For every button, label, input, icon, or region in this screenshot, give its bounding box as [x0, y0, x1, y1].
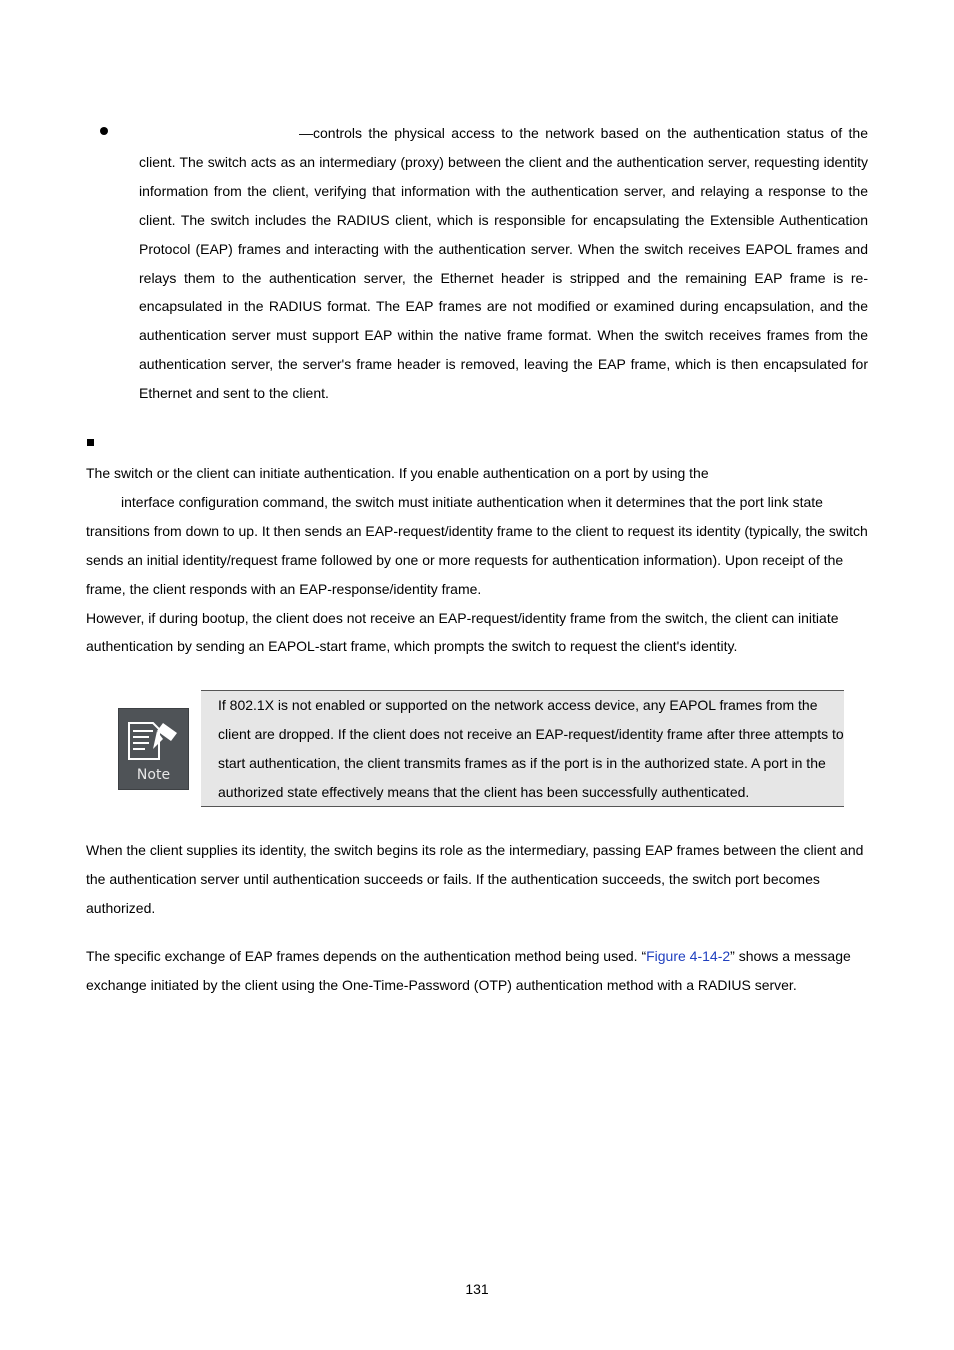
- note-text: If 802.1X is not enabled or supported on the network access device, any EAPOL frames from the client are dropped. If the client does not receive an EAP-request/identity frame after three attempts to start authentication, the client transmits frames as if the port is in the authorized state. A port in the authorized state effectively means that the client has been successfully authenticated.: [218, 697, 844, 800]
- initiation-intro: The switch or the client can initiate authentication. If you enable authentication on a port by using the: [86, 465, 709, 481]
- initiation-paragraph: [86, 459, 876, 661]
- bootup-paragraph: However, if during bootup, the client does not receive an EAP-request/identity frame from the switch, the client can initiate authentication by sending an EAPOL-start frame, which prompts the switch to request the client's identity.: [86, 609, 839, 655]
- bullet-text: —controls the physical access to the network based on the authentication status of the client. The switch acts as an intermediary (proxy) between the client and the authentication server, requesting identity information from the client, verifying that information with the authentication server, and relaying a response to the client. The switch includes the RADIUS client, which is responsible for encapsulating the Extensible Authentication Protocol (EAP) frames and interacting with the authentication server. When the switch receives EAPOL frames and relays them to the authentication server, the Ethernet header is stripped and the remaining EAP frame is re-encapsulated in the RADIUS format. The EAP frames are not modified or examined during encapsulation, and the authentication server must support EAP within the native frame format. When the switch receives frames from the authentication server, the server's frame header is removed, leaving the EAP frame, which is then encapsulated for Ethernet and sent to the client.: [139, 125, 868, 402]
- exchange-text-before: The specific exchange of EAP frames depends on the authentication method being used. “: [86, 948, 647, 964]
- bullet-marker: [100, 127, 108, 135]
- exchange-paragraph: [86, 942, 876, 1000]
- note-icon: [118, 708, 189, 790]
- section-square-marker: [87, 439, 94, 446]
- note-icon-label: Note: [136, 767, 171, 783]
- initiation-continuation: interface configuration command, the switch must initiate authentication when it determines that the port link state transitions from down to up. It then sends an EAP-request/identity frame to the client to request its identity (typically, the switch sends an initial identity/request frame followed by one or more requests for authentication information). Upon receipt of the frame, the client responds with an EAP-response/identity frame.: [86, 493, 868, 597]
- identity-paragraph: When the client supplies its identity, the switch begins its role as the intermediary, passing EAP frames between the client and the authentication server until authentication succeeds or fails. If the authentication succeeds, the switch port becomes authorized.: [86, 842, 864, 916]
- note-pencil-icon: [119, 709, 190, 769]
- note-box: [201, 690, 844, 807]
- figure-link[interactable]: Figure 4-14-2: [646, 948, 731, 964]
- bullet-paragraph: [139, 119, 868, 408]
- exchange-text-after: ” shows a message exchange initiated by the client using the One-Time-Password (OTP) authentication method with a RADIUS server.: [86, 948, 851, 993]
- page-number: 131: [465, 1281, 489, 1297]
